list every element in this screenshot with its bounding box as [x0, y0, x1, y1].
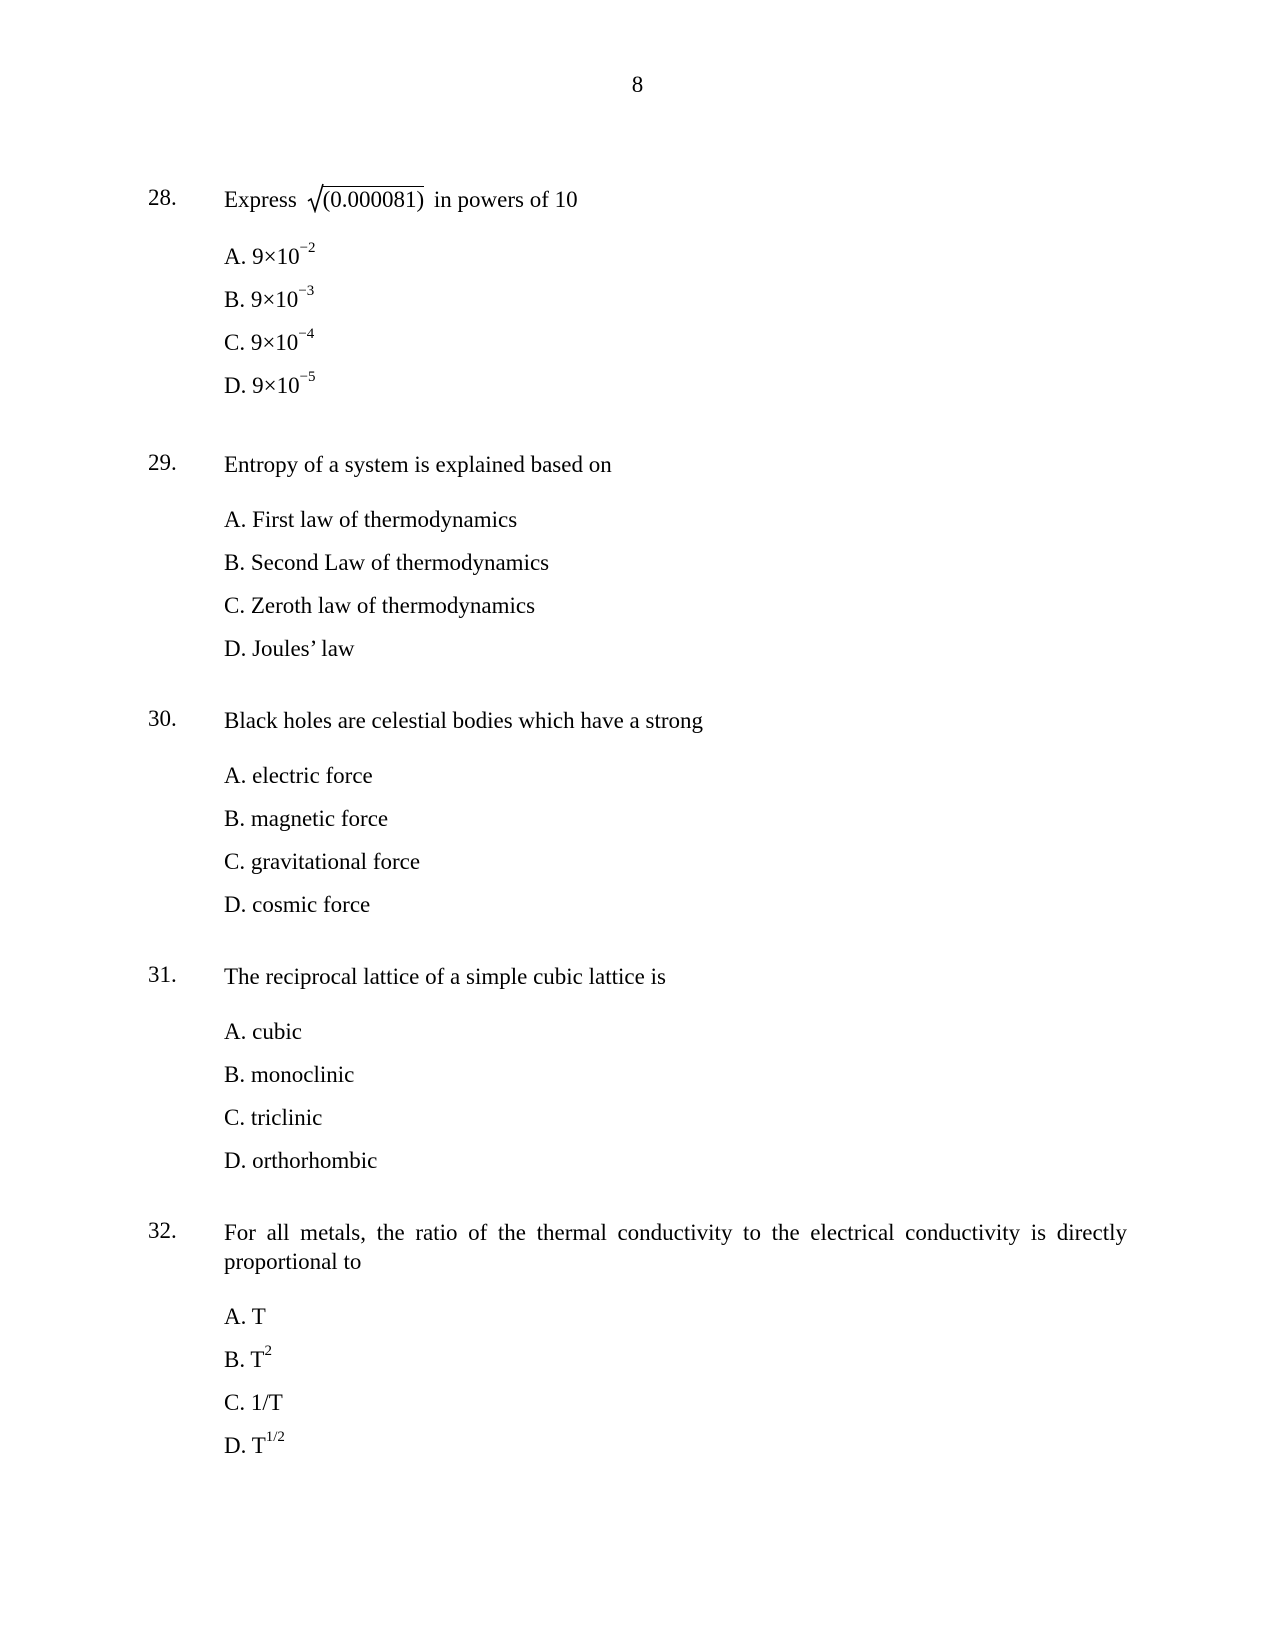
option-d: D. orthorhombic [224, 1148, 378, 1173]
option-b: B. monoclinic [224, 1062, 355, 1087]
option-c: C. Zeroth law of thermodynamics [224, 593, 536, 618]
option-c: C. $9\times 10^{-4}$ [224, 326, 315, 355]
option-a: A. T [224, 1304, 266, 1329]
question-text: The reciprocal lattice of a simple cubic lattice is [224, 964, 666, 989]
question-number: 30. [148, 706, 177, 731]
question-text: Entropy of a system is explained based on [224, 452, 612, 477]
option-d: D. cosmic force [224, 892, 371, 917]
question-number: 31. [148, 962, 177, 987]
answer-options [224, 761, 420, 933]
option-d: D. $9\times 10^{-5}$ [224, 369, 316, 398]
question-number: 32. [148, 1218, 177, 1243]
option-d: D. $T^{1/2}$ [224, 1429, 285, 1458]
question-text-before: Express [224, 187, 297, 212]
option-b: B. $9\times 10^{-3}$ [224, 283, 315, 312]
option-c: C. gravitational force [224, 849, 421, 874]
option-c: C. triclinic [224, 1105, 323, 1130]
option-b: B. Second Law of thermodynamics [224, 550, 550, 575]
question-number: 29. [148, 450, 177, 475]
option-a: A. electric force [224, 763, 373, 788]
question-text-after: in powers of 10 [433, 187, 578, 212]
option-b: B. $T^2$ [224, 1343, 272, 1372]
answer-options [224, 242, 316, 414]
option-a: A. First law of thermodynamics [224, 507, 518, 532]
option-d: D. Joules’ law [224, 636, 355, 661]
answer-options [224, 505, 549, 677]
answer-options [224, 1302, 285, 1474]
square-root-expression [307, 185, 425, 214]
question-text [224, 185, 1127, 214]
option-b: B. magnetic force [224, 806, 389, 831]
question-text: Black holes are celestial bodies which have a strong [224, 708, 704, 733]
answer-options [224, 1017, 377, 1189]
page-number: 8 [631, 72, 644, 97]
option-c: C. 1/T [224, 1390, 283, 1415]
option-a: A. cubic [224, 1019, 302, 1044]
option-a: A. $9\times 10^{-2}$ [224, 240, 316, 269]
question-text: For all metals, the ratio of the thermal conductivity to the electrical conductivity is directly proportional to [224, 1220, 1127, 1274]
question-number: 28. [148, 185, 177, 210]
radicand: (0.000081) [322, 187, 425, 212]
radical-sign-icon [307, 183, 324, 213]
